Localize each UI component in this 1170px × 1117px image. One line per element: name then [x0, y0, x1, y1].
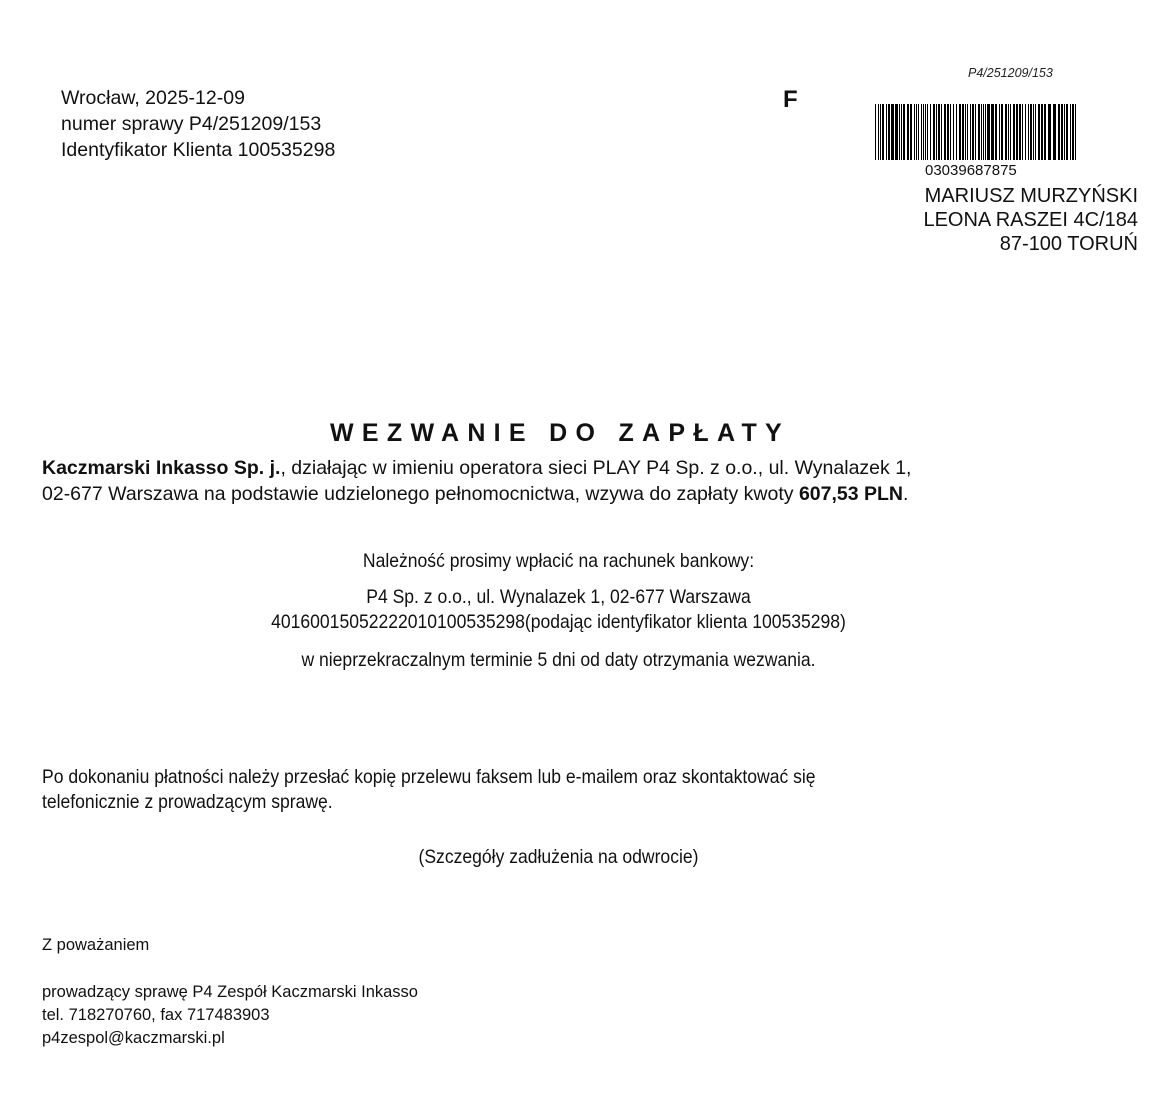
client-id: Identyfikator Klienta 100535298 — [61, 139, 336, 161]
barcode-bar — [1053, 104, 1056, 160]
barcode-bar — [891, 104, 894, 160]
barcode-bar — [910, 104, 912, 160]
barcode-bar — [875, 104, 876, 160]
barcode-bar — [1019, 104, 1021, 160]
barcode-bar — [925, 104, 926, 160]
barcode-bar — [1013, 104, 1015, 160]
barcode-bar — [1010, 104, 1011, 160]
barcode-bar — [1033, 104, 1034, 160]
barcode-bar — [1064, 104, 1065, 160]
barcode-bar — [923, 104, 924, 160]
barcode-bar — [918, 104, 919, 160]
barcode-bar — [916, 104, 917, 160]
barcode-bar — [936, 104, 937, 160]
barcode-image — [875, 104, 1079, 160]
barcode-bar — [888, 104, 890, 160]
barcode-bar — [987, 104, 990, 160]
barcode-bar — [967, 104, 968, 160]
intro-line-2 — [42, 481, 908, 507]
barcode-bar — [991, 104, 994, 160]
barcode-bar — [1075, 104, 1076, 160]
case-number: numer sprawy P4/251209/153 — [61, 113, 322, 135]
barcode-bar — [938, 104, 940, 160]
barcode-bar — [1005, 104, 1007, 160]
barcode-bar — [981, 104, 982, 160]
barcode-bar — [985, 104, 986, 160]
barcode-bar — [878, 104, 879, 160]
payment-deadline: w nieprzekraczalnym terminie 5 dni od daty otrzymania wezwania. — [301, 649, 816, 671]
intro-line-2-text: 02-677 Warszawa na podstawie udzielonego pełnomocnictwa, wzywa do zapłaty kwoty — [42, 483, 799, 505]
closing: Z poważaniem — [42, 936, 150, 954]
after-payment-line-2: telefonicznie z prowadzącym sprawę. — [42, 791, 333, 813]
recipient-street: LEONA RASZEI 4C/184 — [923, 209, 1138, 231]
barcode-bar — [978, 104, 980, 160]
contact-email: p4zespol@kaczmarski.pl — [42, 1029, 225, 1047]
after-payment-line-1: Po dokonaniu płatności należy przesłać kopię przelewu faksem lub e-mailem oraz skontaktować się — [42, 766, 816, 788]
bank-account: 40160015052222010100535298(podając identyfikator klienta 100535298) — [271, 611, 846, 633]
barcode-bar — [895, 104, 898, 160]
barcode-bar — [959, 104, 961, 160]
barcode-bar — [901, 104, 902, 160]
place-date: Wrocław, 2025-12-09 — [61, 87, 245, 109]
intro-line-2-end: . — [903, 483, 909, 505]
intro-line-1 — [42, 455, 911, 481]
barcode-bar — [1061, 104, 1063, 160]
barcode-bar — [1030, 104, 1032, 160]
barcode-bar — [1022, 104, 1023, 160]
barcode-bar — [995, 104, 997, 160]
barcode-bar — [933, 104, 935, 160]
barcode-bar — [930, 104, 931, 160]
barcode-bar — [882, 104, 884, 160]
payment-request: Należność prosimy wpłacić na rachunek bankowy: — [362, 550, 755, 572]
barcode-bar — [975, 104, 976, 160]
barcode-bar — [1066, 104, 1068, 160]
barcode-reference: P4/251209/153 — [968, 66, 1053, 80]
case-handler: prowadzący sprawę P4 Zespół Kaczmarski Inkasso — [42, 983, 418, 1001]
barcode-bar — [983, 104, 984, 160]
barcode-bar — [950, 104, 951, 160]
barcode-bar — [1008, 104, 1009, 160]
barcode-bar — [1038, 104, 1040, 160]
barcode-bar — [1028, 104, 1029, 160]
barcode-bar — [1044, 104, 1046, 160]
barcode-bar — [953, 104, 954, 160]
barcode-bar — [1035, 104, 1036, 160]
barcode-bar — [921, 104, 922, 160]
intro-line-1-text: , działając w imieniu operatora sieci PLAY P4 Sp. z o.o., ul. Wynalazek 1, — [280, 457, 912, 479]
barcode-bar — [1058, 104, 1060, 160]
barcode-bar — [907, 104, 909, 160]
barcode-number: 03039687875 — [925, 162, 1017, 179]
details-note: (Szczegóły zadłużenia na odwrocie) — [418, 846, 699, 868]
document-title: WEZWANIE DO ZAPŁATY — [330, 419, 790, 447]
barcode-bar — [1041, 104, 1043, 160]
barcode-bar — [880, 104, 881, 160]
barcode-bar — [1001, 104, 1003, 160]
barcode-bar — [927, 104, 928, 160]
barcode-bar — [903, 104, 905, 160]
barcode-bar — [965, 104, 966, 160]
barcode-bar — [972, 104, 974, 160]
barcode-bar — [1070, 104, 1071, 160]
letter-mark: F — [783, 86, 798, 113]
barcode-bar — [899, 104, 900, 160]
barcode-bar — [999, 104, 1000, 160]
barcode-bar — [944, 104, 946, 160]
recipient-city: 87-100 TORUŃ — [999, 233, 1138, 255]
phone-fax: tel. 718270760, fax 717483903 — [42, 1006, 270, 1024]
payee-address: P4 Sp. z o.o., ul. Wynalazek 1, 02-677 Warszawa — [366, 586, 751, 608]
recipient-name: MARIUSZ MURZYŃSKI — [924, 185, 1138, 207]
creditor-company: Kaczmarski Inkasso Sp. j. — [42, 457, 281, 479]
barcode-bar — [1072, 104, 1074, 160]
barcode-bar — [1025, 104, 1026, 160]
barcode-bar — [1016, 104, 1018, 160]
amount-due: 607,53 PLN — [798, 483, 903, 505]
barcode-bar — [1048, 104, 1051, 160]
barcode-bar — [886, 104, 887, 160]
barcode-bar — [914, 104, 915, 160]
barcode-bar — [941, 104, 942, 160]
barcode-bar — [947, 104, 949, 160]
barcode-bar — [962, 104, 964, 160]
barcode-bar — [956, 104, 957, 160]
barcode-bar — [970, 104, 971, 160]
